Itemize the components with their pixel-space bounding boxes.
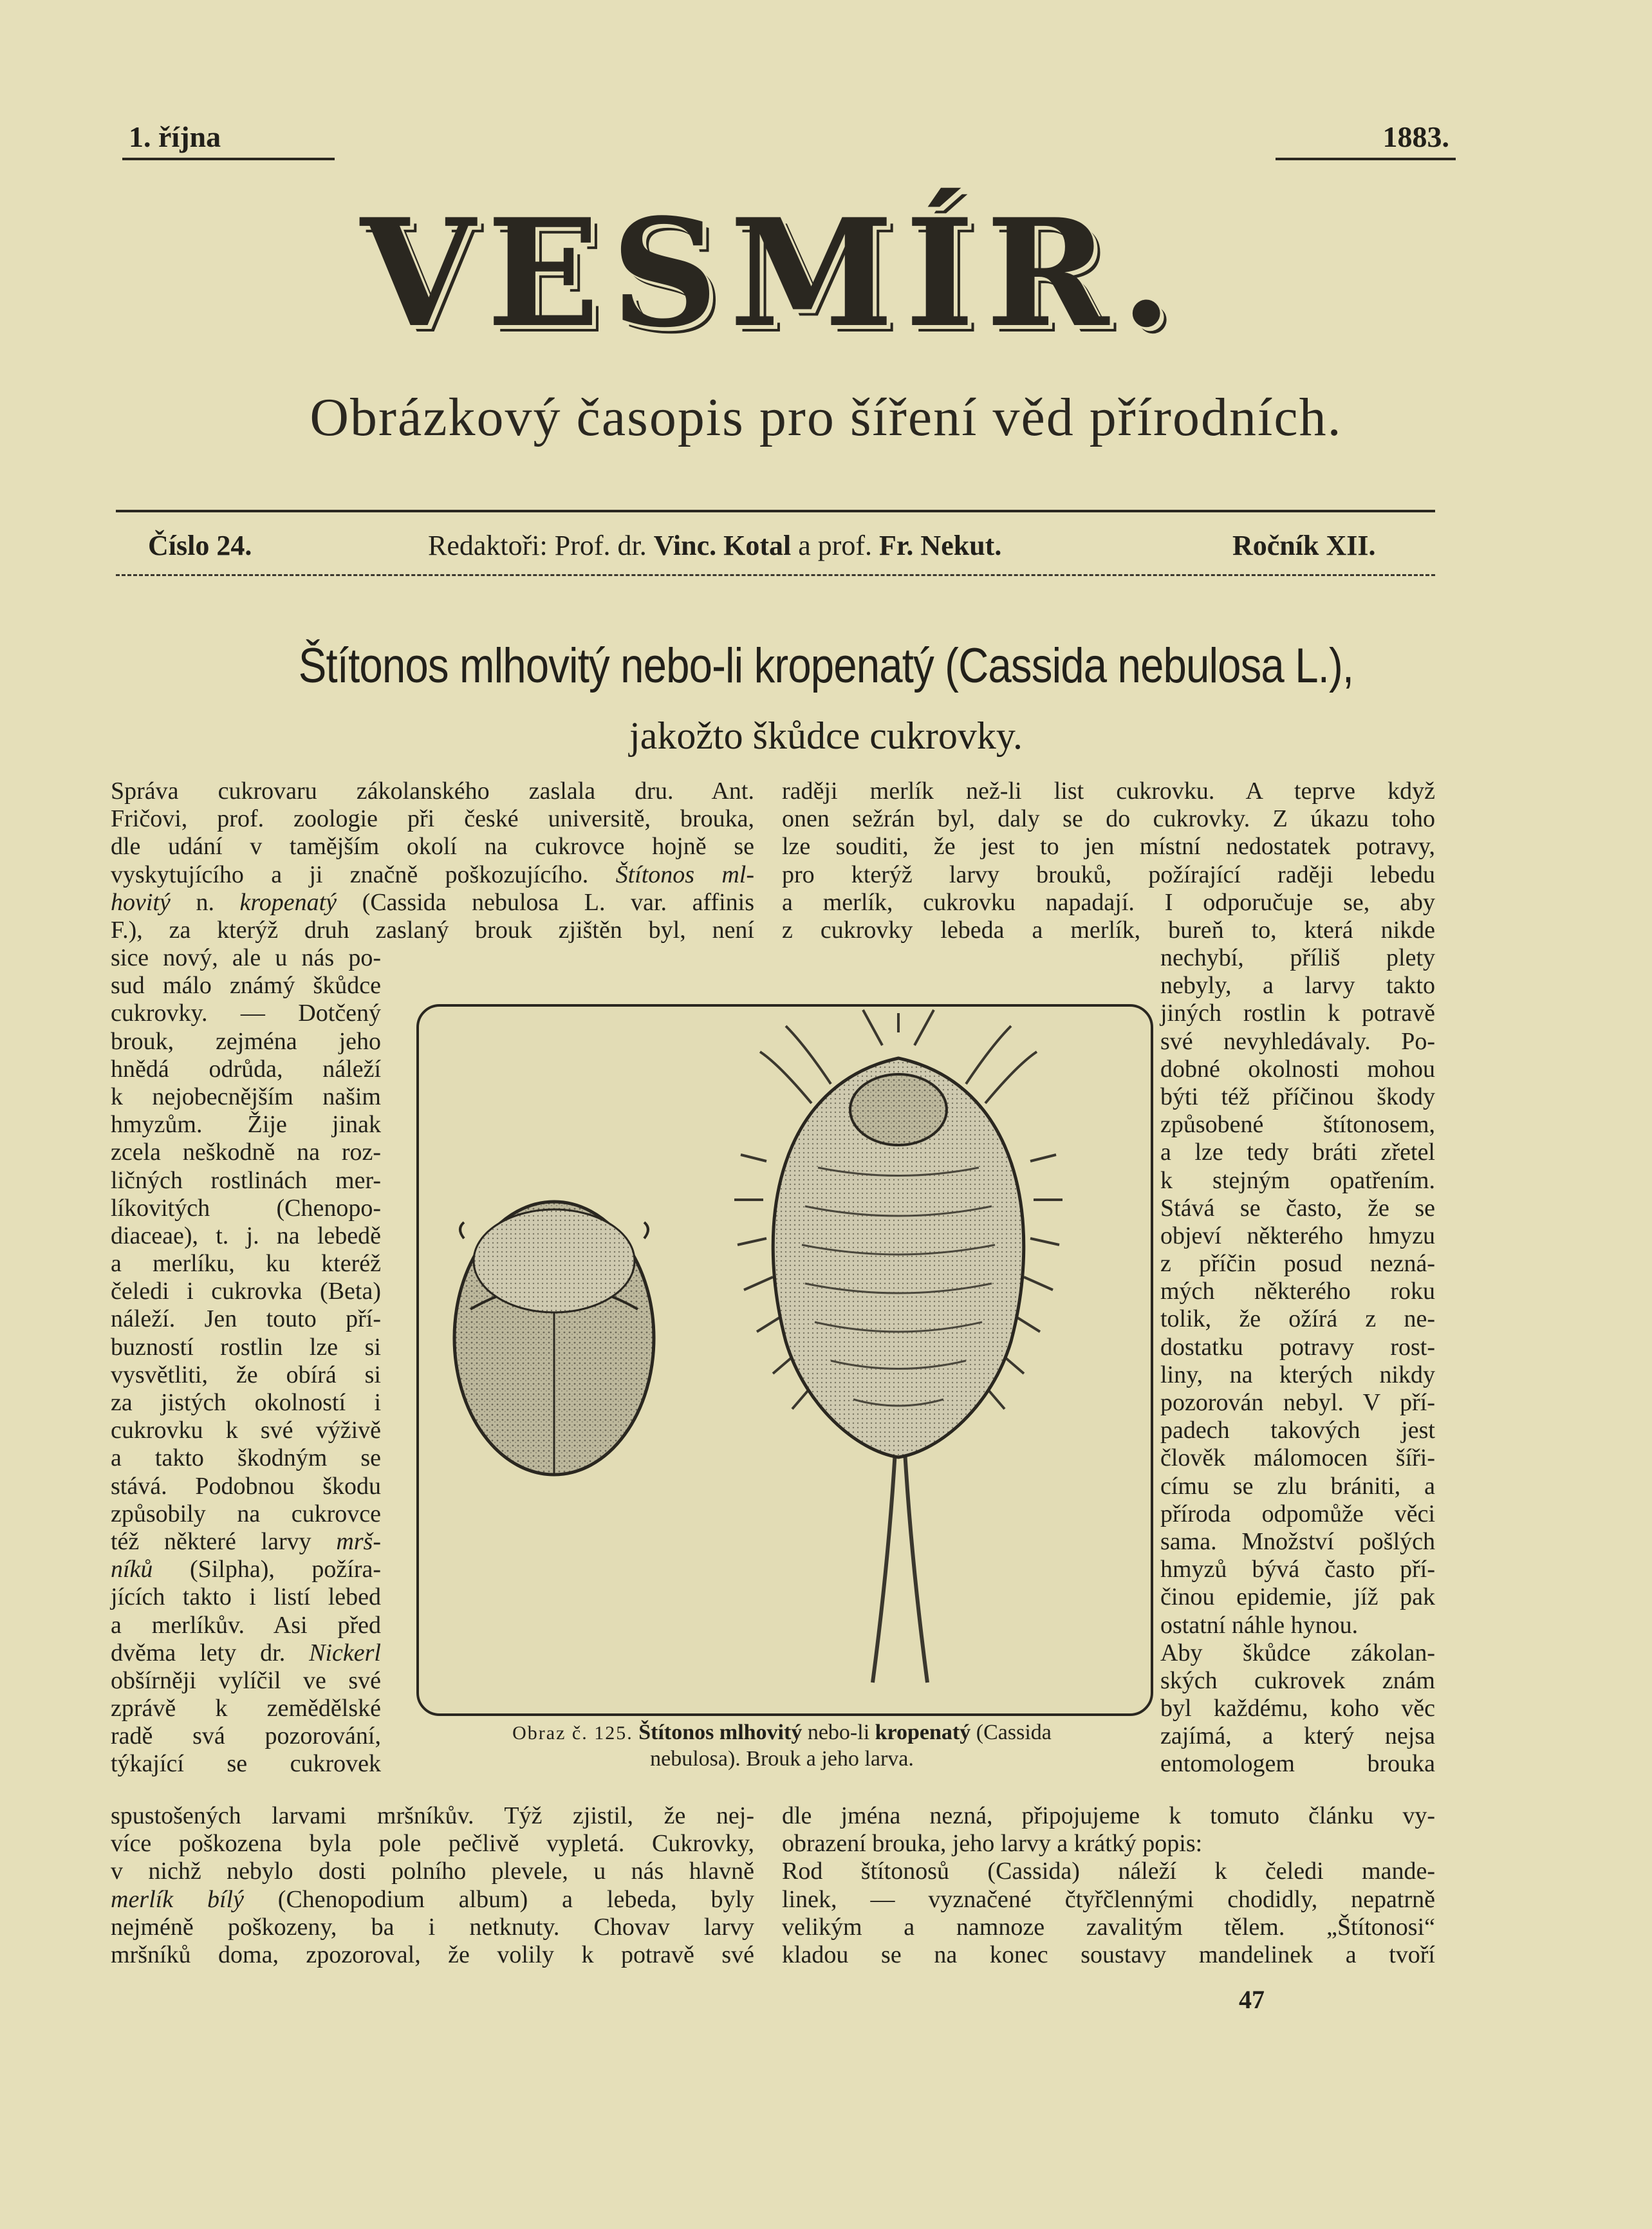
species-name-italic: Štítonos ml-	[615, 861, 755, 888]
text-line: a takto škodným se	[111, 1444, 381, 1472]
text-line: způsobené štítonosem,	[1160, 1111, 1435, 1139]
text-line: k stejným opatřením.	[1160, 1166, 1435, 1194]
text-line: linek, — vyznačené čtyřčlennými chodidly, nepatrně	[782, 1885, 1435, 1913]
caption-line: nebulosa). Brouk a jeho larva.	[650, 1747, 914, 1771]
text-line: stává. Podobnou škodu	[111, 1472, 381, 1500]
text-line: spustošených larvami mršníkův. Týž zjistil, že nej-	[111, 1802, 754, 1829]
text-line: cukrovky. — Dotčený	[111, 1000, 381, 1027]
text-line: vysvětliti, že obírá si	[111, 1361, 381, 1388]
text-line: cukrovku k své výživě	[111, 1417, 381, 1444]
masthead-subtitle: Obrázkový časopis pro šíření věd přírodních.	[310, 387, 1342, 447]
caption-text: (Cassida	[970, 1721, 1052, 1744]
left-column-narrow	[111, 944, 381, 1778]
text-line: a merlíkův. Asi před	[111, 1611, 381, 1639]
text-line: diaceae), t. j. na lebedě	[111, 1222, 381, 1249]
text-line: brouk, zejména jeho	[111, 1027, 381, 1055]
text-line: nebyly, a larvy takto	[1160, 972, 1435, 1000]
text-line: obrazení brouka, jeho larvy a krátký popis:	[782, 1830, 1203, 1858]
text-line	[111, 1639, 381, 1667]
caption-text: nebo-li	[802, 1721, 875, 1744]
text-line: dle jména nezná, připojujeme k tomuto článku vy-	[782, 1802, 1435, 1829]
text-fragment: vyskytujícího a ji značně poškozujícího.	[111, 861, 589, 888]
issue-bar-bottom-rule	[116, 574, 1435, 576]
text-line: zajímá, a který nejsa	[1160, 1722, 1435, 1750]
text-line: entomologem brouka	[1160, 1750, 1435, 1778]
larva-head	[850, 1074, 947, 1145]
text-fragment: (Silpha), požíra-	[153, 1556, 381, 1583]
beetle-figure	[454, 1202, 654, 1475]
species-name-italic: hovitý	[111, 888, 171, 916]
text-line: čeledi i cukrovka (Beta)	[111, 1278, 381, 1305]
text-line: ličných rostlinách mer-	[111, 1166, 381, 1194]
author-name-italic: Nickerl	[309, 1639, 381, 1666]
text-line: hnědá odrůda, náleží	[111, 1055, 381, 1083]
beetle-illustration-frame	[416, 1004, 1153, 1716]
text-line: Fričovi, prof. zoologie při české universitě, brouka,	[111, 805, 754, 833]
figure-caption	[405, 1720, 1158, 1772]
text-line: sama. Množství pošlých	[1160, 1527, 1435, 1555]
text-line: mršníků doma, zpozoroval, že volily k potravě své	[111, 1941, 754, 1968]
text-line: Aby škůdce zákolan-	[1160, 1639, 1435, 1666]
text-line: a merlíku, ku kteréž	[111, 1250, 381, 1278]
text-fragment: dvěma lety dr.	[111, 1639, 286, 1666]
text-line: zprávě k zemědělské	[111, 1695, 381, 1722]
text-line: dle udání v tamějším okolí na cukrovce hojně se	[111, 833, 754, 861]
text-fragment: též některé larvy	[111, 1527, 311, 1555]
beetle-and-larva-illustration	[419, 1007, 1151, 1713]
text-line: liny, na kterých nikdy	[1160, 1361, 1435, 1388]
text-line: byl každému, koho věc	[1160, 1695, 1435, 1722]
text-line: z cukrovky lebeda a merlík, bureň to, která nikde	[782, 916, 1435, 944]
figure-label: Obraz č. 125.	[512, 1722, 633, 1744]
text-fragment: (Chenopodium album) a lebeda, byly	[243, 1885, 754, 1913]
text-line: pro kterýž larvy brouků, požírající raději lebedu	[782, 861, 1435, 888]
text-line: onen sežrán byl, daly se do cukrovky. Z úkazu toho	[782, 805, 1435, 833]
text-line: jiných rostlin k potravě	[1160, 1000, 1435, 1027]
species-name-italic: kropenatý	[239, 888, 337, 916]
page-number: 47	[1239, 1985, 1265, 2014]
text-line: dostatku potravy rost-	[1160, 1333, 1435, 1361]
text-line: člověk málomocen šíři-	[1160, 1444, 1435, 1472]
text-line	[111, 1886, 754, 1914]
caption-line	[405, 1720, 1158, 1746]
text-line: mých některého roku	[1160, 1278, 1435, 1305]
text-line: raději merlík než-li list cukrovku. A teprve když	[782, 778, 1435, 805]
right-column-narrow	[1160, 944, 1435, 1778]
text-line: v nichž nebylo dosti polního plevele, u nás hlavně	[111, 1858, 754, 1885]
issue-number: Číslo 24.	[148, 530, 252, 561]
text-line: címu se zlu brániti, a	[1160, 1472, 1435, 1500]
editors-mid: a prof.	[798, 530, 873, 561]
text-line: hmyzům. Žije jinak	[111, 1111, 381, 1139]
text-line: nejméně poškozeny, ba i netknuty. Chovav larvy	[111, 1913, 754, 1941]
text-line: týkající se cukrovek	[111, 1750, 381, 1778]
issue-bar-top-rule	[116, 510, 1435, 512]
text-line: lze souditi, že jest to jen místní nedostatek potravy,	[782, 833, 1435, 861]
issue-year: 1883.	[1276, 120, 1456, 160]
text-line: obšírněji vylíčil ve své	[111, 1666, 381, 1694]
text-line	[111, 1556, 381, 1583]
caption-bold: Štítonos mlhovitý	[638, 1721, 803, 1744]
text-line: sud málo známý škůdce	[111, 972, 381, 1000]
plant-name-italic: merlík bílý	[111, 1885, 244, 1913]
left-column-top	[111, 778, 754, 944]
editors-line	[428, 528, 1001, 564]
right-column-top	[782, 778, 1435, 944]
text-line: buzností rostlin lze si	[111, 1333, 381, 1361]
text-line: F.), za kterýž druh zaslaný brouk zjištěn byl, není	[111, 916, 754, 944]
text-line: líkovitých (Chenopo-	[111, 1194, 381, 1222]
text-line: zcela neškodně na roz-	[111, 1139, 381, 1166]
text-line: z příčin posud nezná-	[1160, 1250, 1435, 1278]
text-line: dobné okolnosti mohou	[1160, 1055, 1435, 1083]
text-line: radě svá pozorování,	[111, 1722, 381, 1750]
caption-bold: kropenatý	[875, 1721, 971, 1744]
text-line: za jistých okolností i	[111, 1389, 381, 1416]
text-line: činou epidemie, jíž pak	[1160, 1583, 1435, 1611]
text-line: příroda odpomůže věci	[1160, 1500, 1435, 1527]
text-line: své nevyhledávaly. Po-	[1160, 1027, 1435, 1055]
text-line: objeví některého hmyzu	[1160, 1222, 1435, 1249]
text-line: více poškozena byla pole pečlivě vypletá. Cukrovky,	[111, 1830, 754, 1858]
text-line: náleží. Jen touto pří-	[111, 1305, 381, 1333]
editor-kotal: Vinc. Kotal	[653, 530, 792, 561]
masthead-title: VESMÍR.	[360, 187, 1184, 360]
text-line: tolik, že ožírá z ne-	[1160, 1305, 1435, 1333]
right-column-bottom	[782, 1802, 1435, 1969]
text-line	[111, 861, 754, 889]
text-line: velikým a namnoze zavalitým tělem. „Štítonosi“	[782, 1913, 1435, 1941]
text-line	[111, 1528, 381, 1556]
text-line: Správa cukrovaru zákolanského zaslala dru. Ant.	[111, 778, 754, 805]
article-subtitle: jakožto škůdce cukrovky.	[629, 714, 1023, 757]
editors-prefix: Redaktoři: Prof. dr.	[428, 530, 647, 561]
text-line: sice nový, ale u nás po-	[111, 944, 381, 971]
text-line: a merlík, cukrovku napadají. I odporučuje se, aby	[782, 888, 1435, 916]
editor-nekut: Fr. Nekut.	[879, 530, 1002, 561]
text-line: nechybí, příliš plety	[1160, 944, 1435, 971]
article-title: Štítonos mlhovitý nebo-li kropenatý (Cassida nebulosa L.),	[298, 639, 1354, 693]
text-line: ostatní náhle hynou.	[1160, 1611, 1359, 1639]
text-line: k nejobecnějším našim	[111, 1083, 381, 1110]
issue-date: 1. října	[122, 120, 335, 160]
text-line: jících takto i listí lebed	[111, 1583, 381, 1611]
text-line: kladou se na konec soustavy mandelinek a tvoří	[782, 1941, 1435, 1968]
left-column-bottom	[111, 1802, 754, 1969]
text-line: býti též příčinou škody	[1160, 1083, 1435, 1110]
text-fragment: n.	[170, 888, 240, 916]
text-line: Stává se často, že se	[1160, 1194, 1435, 1222]
volume-number: Ročník XII.	[1232, 530, 1376, 561]
text-line: hmyzů bývá často pří-	[1160, 1556, 1435, 1583]
text-fragment: (Cassida nebulosa L. var. affinis	[337, 888, 755, 916]
text-line: pozorován nebyl. V pří-	[1160, 1389, 1435, 1416]
genus-name-italic: mrš-	[336, 1527, 382, 1555]
text-line	[111, 889, 754, 917]
text-line: a lze tedy bráti zřetel	[1160, 1139, 1435, 1166]
text-line: způsobily na cukrovce	[111, 1500, 381, 1527]
text-line: ských cukrovek znám	[1160, 1666, 1435, 1694]
genus-name-italic: níků	[111, 1556, 153, 1583]
text-line: Rod štítonosů (Cassida) náleží k čeledi mande-	[782, 1858, 1435, 1885]
text-line: padech takových jest	[1160, 1417, 1435, 1444]
